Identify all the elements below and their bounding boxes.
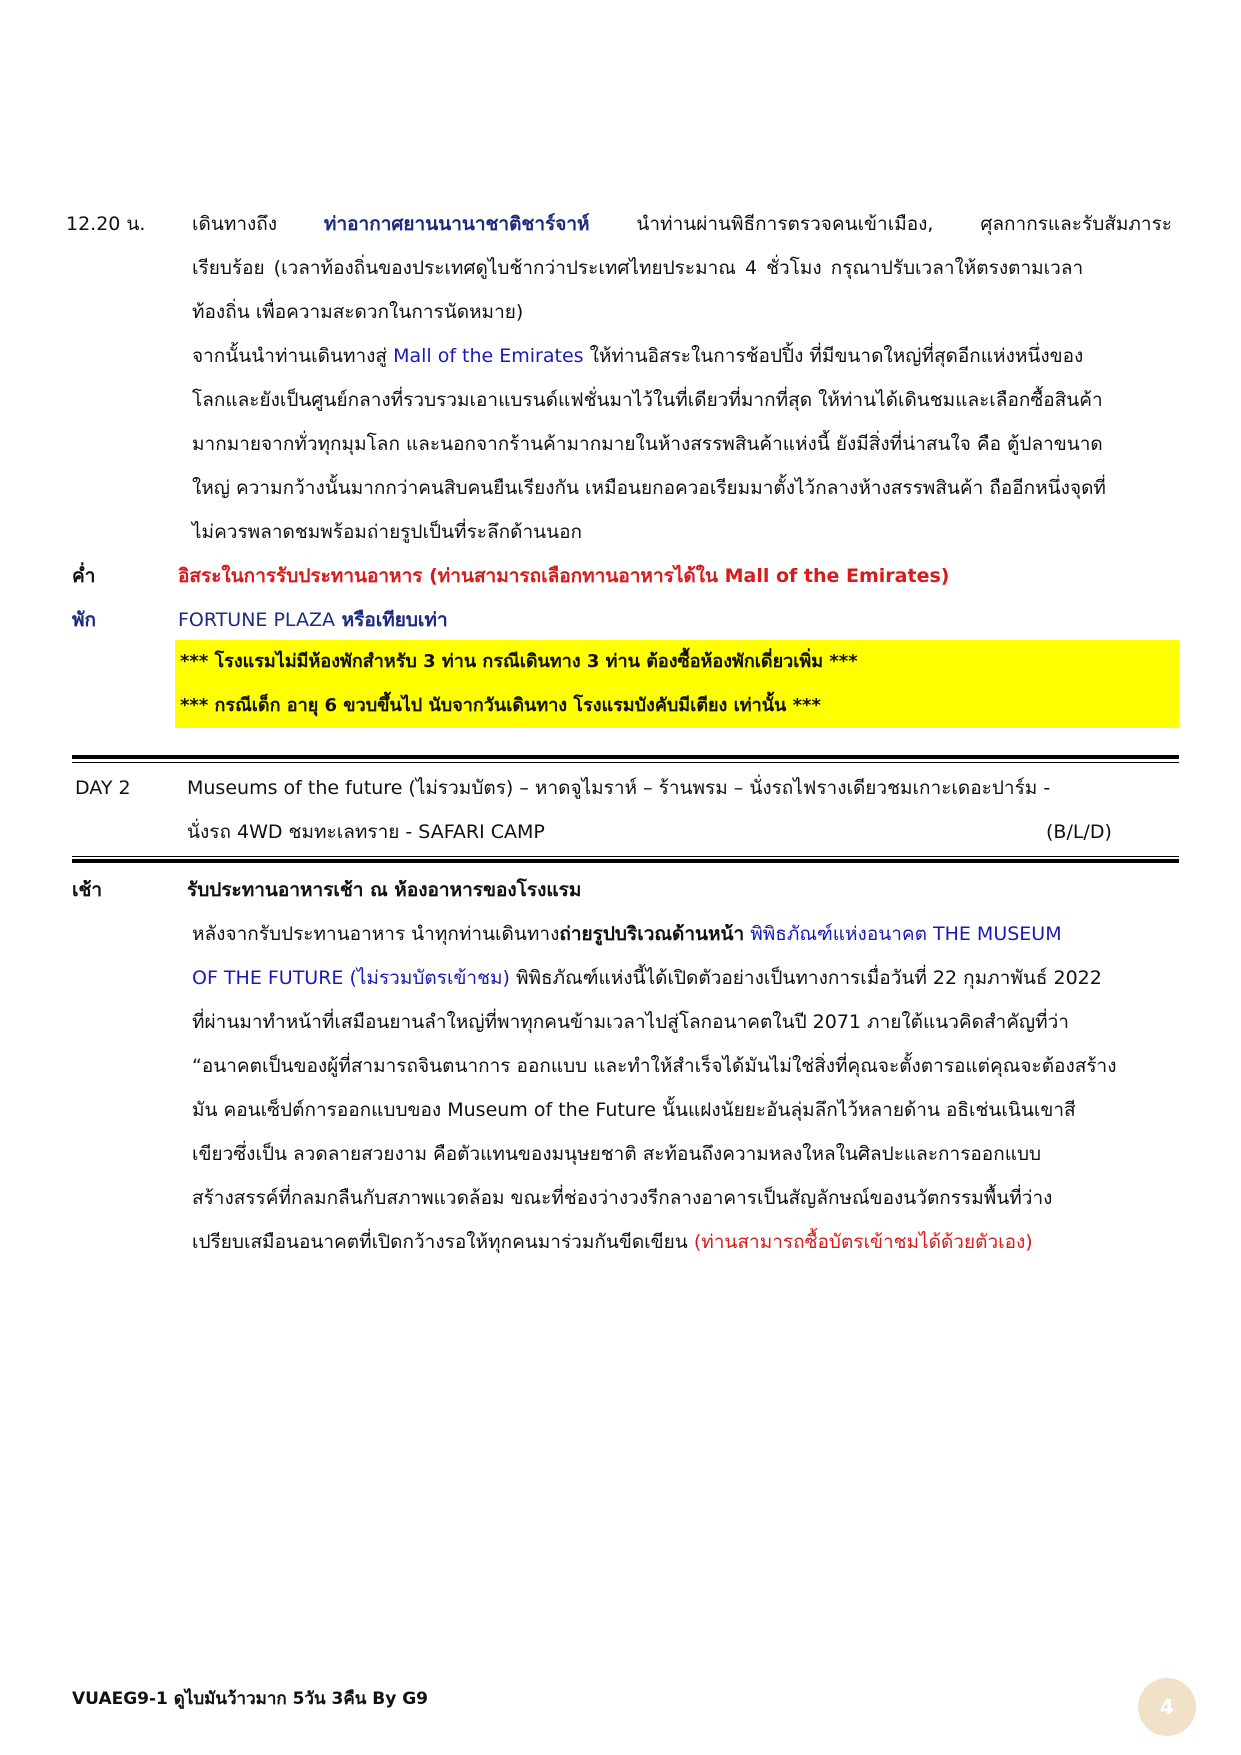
breakfast-label: เช้า [72, 879, 103, 901]
museum-line-4: “อนาคตเป็นของผู้ที่สามารถจินตนาการ ออกแบบ และทำให้สำเร็จได้มันไม่ใช่สิ่งที่คุณจะตั้งตารอแต่คุณจะต้องสร้าง [192, 1055, 1117, 1077]
hotel-name: FORTUNE PLAZA [178, 609, 335, 631]
museum-line-2 [192, 956, 1102, 1000]
sharjah-airport: ท่าอากาศยานนานาชาติชาร์จาห์ [323, 213, 590, 235]
day2-bottom-rule-thick [72, 859, 1179, 863]
hotel-text [178, 598, 448, 642]
breakfast-text: รับประทานอาหารเช้า ณ ห้องอาหารของโรงแรม [187, 879, 582, 901]
day2-top-rule-thin [72, 762, 1179, 763]
museum-line-7: สร้างสรรค์ที่กลมกลืนกับสภาพแวดล้อม ขณะที่ช่องว่างวงรีกลางอาคารเป็นสัญลักษณ์ของนวัตกรรมพื้นที่ว่าง [192, 1187, 1053, 1209]
arrival-line-1 [192, 202, 1172, 246]
arrival-line-3: ท้องถิ่น เพื่อความสะดวกในการนัดหมาย) [192, 301, 524, 323]
museum-line-5: มัน คอนเซ็ปต์การออกแบบของ Museum of the Future นั้นแฝงนัยยะอันลุ่มลึกไว้หลายด้าน อธิเช่นเนินเขาสี [192, 1099, 1076, 1121]
day2-line-2: นั่งรถ 4WD ชมทะเลทราย - SAFARI CAMP [187, 821, 545, 843]
arrival-text-d: ศุลกากรและรับสัมภาระ [980, 213, 1172, 235]
museum-text-b: พิพิธภัณฑ์แห่งนี้ได้เปิดตัวอย่างเป็นทางการเมื่อวันที่ 22 กุมภาพันธ์ 2022 [509, 967, 1102, 989]
day2-line-1: Museums of the future (ไม่รวมบัตร) – หาดจูไมราห์ – ร้านพรม – นั่งรถไฟรางเดียวชมเกาะเดอะปาร์ม - [187, 777, 1051, 799]
day2-bottom-rule-thin [72, 856, 1179, 857]
mall-line-1 [192, 334, 1083, 378]
museum-line-6: เขียวซึ่งเป็น ลวดลายสวยงาม คือตัวแทนของมนุษยชาติ สะท้อนถึงความหลงใหลในศิลปะและการออกแบบ [192, 1143, 1042, 1165]
mall-line-3: มากมายจากทั่วทุกมุมโลก และนอกจากร้านค้ามากมายในห้างสรรพสินค้าแห่งนี้ ยังมีสิ่งที่น่าสนใจ คือ ตู้ปลาขนาด [192, 433, 1103, 455]
footer-text: VUAEG9-1 ดูไบมันว้าวมาก 5วัน 3คืน By G9 [72, 1689, 428, 1709]
museum-text-a: หลังจากรับประทานอาหาร นำทุกท่านเดินทาง [192, 923, 560, 945]
mall-line-4: ใหญ่ ความกว้างนั้นมากกว่าคนสิบคนยืนเรียงกัน เหมือนยกอควอเรียมมาตั้งไว้กลางห้างสรรพสินค้า ถืออีกหนึ่งจุดที่ [192, 477, 1106, 499]
day2-label: DAY 2 [75, 777, 131, 799]
museum-photo-front: ถ่ายรูปบริเวณด้านหน้า [559, 923, 745, 945]
dinner-label: ค่ำ [72, 565, 96, 587]
arrival-line-2: เรียบร้อย (เวลาท้องถิ่นของประเทศดูไบช้ากว่าประเทศไทยประมาณ 4 ชั่วโมง กรุณาปรับเวลาให้ตรงตามเวลา [192, 257, 1084, 279]
hotel-note-2: *** กรณีเด็ก อายุ 6 ขวบขึ้นไป นับจากวันเดินทาง โรงแรมบังคับมีเตียง เท่านั้น *** [180, 695, 821, 716]
mall-text-c: ให้ท่านอิสระในการช้อปปิ้ง ที่มีขนาดใหญ่ที่สุดอีกแห่งหนึ่งของ [589, 345, 1084, 367]
museum-line-8 [192, 1220, 1033, 1264]
museum-text-c: เปรียบเสมือนอนาคตที่เปิดกว้างรอให้ทุกคนมาร่วมกันขีดเขียน [192, 1231, 694, 1253]
mall-of-the-emirates: Mall of the Emirates [393, 345, 584, 367]
museum-line-1 [192, 912, 1062, 956]
arrival-text-c: นำท่านผ่านพิธีการตรวจคนเข้าเมือง, [636, 213, 934, 235]
day2-meals: (B/L/D) [1046, 821, 1112, 843]
mall-text-a: จากนั้นนำท่านเดินทางสู่ [192, 345, 388, 367]
museum-name-en: OF THE FUTURE (ไม่รวมบัตรเข้าชม) [192, 967, 510, 989]
museum-ticket-note: (ท่านสามารถซื้อบัตรเข้าชมได้ด้วยตัวเอง) [693, 1231, 1033, 1253]
hotel-note-1: *** โรงแรมไม่มีห้องพักสำหรับ 3 ท่าน กรณีเดินทาง 3 ท่าน ต้องซื้อห้องพักเดี่ยวเพิ่ม *** [180, 651, 858, 672]
museum-name-th: พิพิธภัณฑ์แห่งอนาคต THE MUSEUM [750, 923, 1062, 945]
hotel-suffix: หรือเทียบเท่า [334, 609, 448, 631]
time-1220: 12.20 น. [66, 213, 146, 235]
hotel-label: พัก [72, 609, 97, 631]
arrival-text-a: เดินทางถึง [192, 213, 278, 235]
museum-line-3: ที่ผ่านมาทำหน้าที่เสมือนยานลำใหญ่ที่พาทุกคนข้ามเวลาไปสู่โลกอนาคตในปี 2071 ภายใต้แนวคิดสำคัญที่ว่า [192, 1011, 1069, 1033]
page-number-badge: 4 [1138, 1678, 1196, 1736]
mall-line-2: โลกและยังเป็นศูนย์กลางที่รวบรวมเอาแบรนด์แฟชั่นมาไว้ในที่เดียวที่มากที่สุด ให้ท่านได้เดินชมและเลือกซื้อสินค้า [192, 389, 1103, 411]
mall-line-5: ไม่ควรพลาดชมพร้อมถ่ายรูปเป็นที่ระลึกด้านนอก [192, 521, 583, 543]
day2-top-rule-thick [72, 755, 1179, 759]
dinner-text: อิสระในการรับประทานอาหาร (ท่านสามารถเลือกทานอาหารได้ใน Mall of the Emirates) [178, 565, 950, 587]
